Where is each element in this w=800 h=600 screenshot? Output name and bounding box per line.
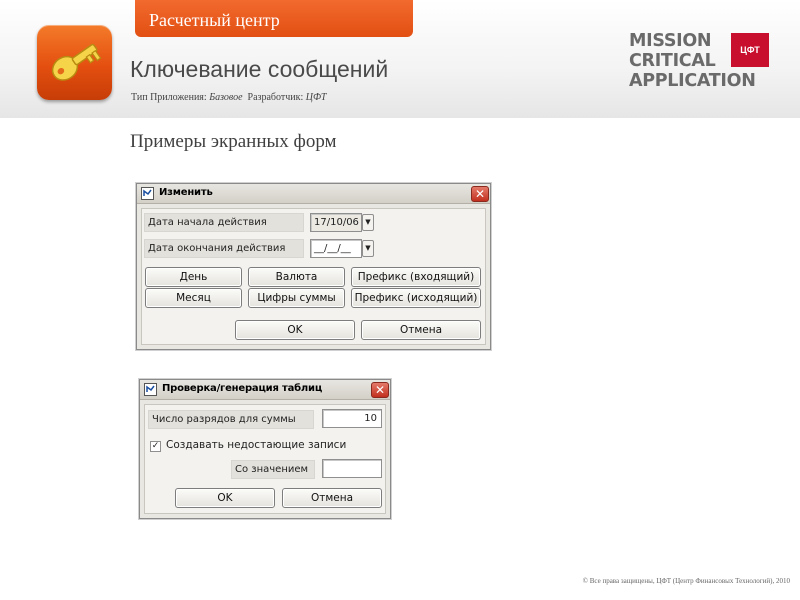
edit-dialog	[136, 183, 491, 350]
chevron-down-icon[interactable]: ▼	[362, 214, 374, 231]
brand-line-1: MISSION	[629, 31, 712, 51]
with-value-field[interactable]	[322, 459, 382, 478]
dialog-titlebar[interactable]	[137, 184, 490, 204]
dialog-titlebar[interactable]	[140, 380, 390, 400]
dialog-title: Изменить	[159, 187, 213, 198]
ok-button[interactable]: OK	[235, 320, 355, 340]
close-icon[interactable]: ✕	[371, 382, 389, 398]
start-date-label: Дата начала действия	[144, 213, 304, 232]
digits-label: Число разрядов для суммы	[148, 410, 314, 429]
end-date-label: Дата окончания действия	[144, 239, 304, 258]
meta-type-label: Тип Приложения:	[131, 92, 207, 103]
chevron-down-icon[interactable]: ▼	[362, 240, 374, 257]
app-meta	[131, 92, 326, 103]
create-missing-checkbox[interactable]: ✓	[151, 441, 160, 451]
month-button[interactable]: Месяц	[145, 288, 242, 308]
with-value-label: Со значением	[231, 460, 315, 479]
window-menu-icon[interactable]	[141, 187, 154, 200]
cancel-button[interactable]: Отмена	[282, 488, 382, 508]
amount-digits-button[interactable]: Цифры суммы	[248, 288, 345, 308]
brand-line-3: APPLICATION	[629, 71, 756, 91]
currency-button[interactable]: Валюта	[248, 267, 345, 287]
prefix-outgoing-button[interactable]: Префикс (исходящий)	[351, 288, 481, 308]
page-title: Ключевание сообщений	[130, 56, 389, 82]
end-date-field[interactable]: __/__/__	[310, 239, 362, 258]
copyright-footer: © Все права защищены, ЦФТ (Центр Финансовых Технологий), 2010	[582, 577, 790, 585]
key-icon	[43, 31, 106, 94]
digits-field[interactable]: 10	[322, 409, 382, 428]
brand-line-2: CRITICAL	[629, 51, 716, 71]
section-tab: Расчетный центр	[135, 0, 413, 37]
table-check-dialog	[139, 379, 391, 519]
cancel-button[interactable]: Отмена	[361, 320, 481, 340]
ok-button[interactable]: OK	[175, 488, 275, 508]
app-icon	[37, 25, 112, 100]
meta-dev-label: Разработчик:	[247, 92, 304, 103]
dialog-title: Проверка/генерация таблиц	[162, 383, 323, 394]
close-icon[interactable]: ✕	[471, 186, 489, 202]
brand-logo: ЦФТ	[731, 33, 769, 67]
start-date-field[interactable]: 17/10/06	[310, 213, 362, 232]
meta-type-value: Базовое	[209, 92, 243, 103]
create-missing-label: Создавать недостающие записи	[166, 439, 347, 451]
section-title: Примеры экранных форм	[130, 131, 337, 152]
meta-dev-value: ЦФТ	[305, 92, 327, 103]
prefix-incoming-button[interactable]: Префикс (входящий)	[351, 267, 481, 287]
window-menu-icon[interactable]	[144, 383, 157, 396]
day-button[interactable]: День	[145, 267, 242, 287]
